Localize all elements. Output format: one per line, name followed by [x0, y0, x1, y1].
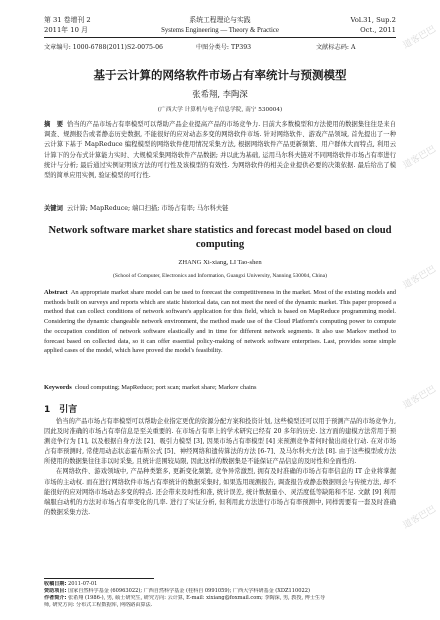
watermark: 道客巴巴: [401, 504, 438, 532]
article-number: 文章编号: 1000-6788(2011)S2-0075-06: [44, 44, 163, 51]
authors-cn: 张希翔, 李陶深: [192, 89, 248, 99]
watermark: 道客巴巴: [401, 24, 438, 52]
header-volume-en: Vol.31, Sup.2: [350, 16, 396, 24]
header-date-cn: 2011年 10 月: [44, 26, 88, 34]
intro-paragraph-1: 恰当的产品市场占有率模型可以帮助企业指定更优的资源分配方案和投资计划, 这些模型还可以用于预测产品的市场竞争力, 因此及时准确的市场占有率信息是至关重要的. 在市场占有率上的学术研究已经有 20 多年的历史. 这方面的建模方法常用于预测竞争行为 [1], 以及根据自身方法 [2]、吸引力模型 [3], 因果市场占有率模型 [4] 来预测竞争者何时做出商业行动. 在对市场占有率预测时, 常使用动态状态霍布斯公式 [5]、神经网络和遗传算法的方法 [6-7]、及马尔科夫方法 [8]. 由于这些模型或方法所使用的数据集往往非以时采集, 且统计范围较局限, 因此这样的数据集是不能保证产品信息的及时性和全面性的.: [44, 418, 396, 466]
abstract-en: [44, 288, 396, 356]
section-heading-introduction: 1 引言: [44, 405, 78, 415]
intro-paragraph-2: 在网络软件、游戏领域中, 产品种类繁多, 更新变化频繁, 竞争异常激烈, 拥有及时准确的市场占有率信息的 IT 企业将掌握市场的主动权. 而在进行网络软件市场占有率统计的数据采集时, 如果选用现测报告, 调查报告或静态数据则会与传统方法, 却不能很好的应对网络市场动态多变的特点. 还会带来及时性和准, 统计误差, 统计数据量小、灵活度低等缺陷和不足. 文献 [9] 利用端服白动机的方法对市场占有率变化的几率. 进行了实证分析, 但利用此方法进行市场占有率预测中, 同样需要有一套及时准确的数据采集方法.: [44, 468, 396, 516]
watermark: 道客巴巴: [401, 144, 438, 172]
header-date-en: Oct., 2011: [360, 26, 396, 34]
footnote-bio-text: 张希翔 (1986-), 男, 硕士研究生, 研究方向: 云计算, E-mail: xixiang@foxmail.com; 李陶深, 男, 教授, 博士生导: [68, 595, 326, 601]
footnote-rule: [44, 578, 154, 579]
introduction-body: [44, 417, 396, 518]
header-journal-en: Systems Engineering — Theory & Practice: [161, 27, 279, 34]
abstract-cn: [44, 120, 396, 181]
affiliation-en: (School of Computer, Electronics and Information, Guangxi University, Nanning 530004, China): [113, 273, 327, 279]
abstract-cn-label: 摘 要: [44, 121, 64, 128]
footnote-funding-label: 资助项目:: [44, 588, 67, 594]
paper-title-cn: 基于云计算的网络软件市场占有率统计与预测模型: [93, 68, 347, 82]
keywords-en-label: Keywords: [44, 384, 72, 391]
keywords-en: [44, 383, 396, 393]
watermark: 道客巴巴: [401, 264, 438, 292]
authors-en: ZHANG Xi-xiang, LI Tao-shen: [178, 259, 262, 266]
document-code: 文献标志码: A: [316, 44, 356, 51]
keywords-cn: [44, 204, 396, 214]
header-rule: [44, 37, 396, 38]
footnote-received-text: 2011-07-01: [68, 581, 98, 587]
abstract-en-label: Abstract: [44, 289, 68, 296]
header-volume-cn: 第 31 卷增刊 2: [44, 16, 91, 24]
footnote-funding-text: 国家自然科学基金 (60963022); 广西自然科学基金 (桂科自 0991059); 广西大学科研基金 (XDZ110022): [68, 588, 310, 594]
clc-number: 中图分类号: TP393: [196, 44, 252, 51]
keywords-en-text: cloud computing; MapReduce; port scan; market share; Markov chains: [74, 384, 257, 391]
footnote-received-label: 收稿日期:: [44, 581, 67, 587]
keywords-cn-text: 云计算; MapReduce; 端口扫描; 市场占有率; 马尔科夫链: [66, 205, 229, 212]
paper-title-en: Network software market share statistics and forecast model based on cloud computing: [48, 225, 392, 250]
affiliation-cn: (广西大学 计算机与电子信息学院, 南宁 530004): [157, 107, 283, 113]
footnote-author-bio-continued: 师, 研究方向: 分布式工程数据库, 网络路由算法.: [44, 602, 153, 608]
abstract-en-text: An appropriate market share model can be used to forecast the competitiveness in the market. Most of the existing models and methods built on surveys and reports which are static historical data, can not meet the need of the dynamic market. This paper proposed a method that can collect conditions of network software's application for this field, which is based on MapReduce programming model. Considering the dynamic changeable network environment, the method made use of the Cloud Platform's computing power to compute the occupation condition of network software elastically and in time for different network segments. It also use Markov method to forecast based on collected data, so it can offer essential policy-making of network software enterprises. Last, provides some simple applied cases of the model, which have proved the model's feasibility.: [44, 289, 396, 355]
footnote-bio-label: 作者简介:: [44, 595, 67, 601]
abstract-cn-text: 恰当的产品市场占有率模型可以帮助产品企业提高产品的市场竞争力. 目前大多数模型和方法使用的数据集往往是来自调查、规测报告或者静态历史数据, 不能很好的应对动态多变的网络软件市场. 针对网络软件、游戏产品领域, 首先提出了一种云计算下基于 MapReduce 编程模型的网络软件使用情况采集方法, 根据网络软件产品更新频繁、用户群体大而特点, 利用云计算下的分布式计算能力实时、大规模采集网络软件产品数据; 并以此为基础, 运用马尔科夫链对不同网络软件市场占有率进行统计与分析; 最后通过实例证明该方法的可行性及该模型的有效性. 为网络软件的相关企业提供必要的决策依据. 最后给出了模型的简单应用实例, 验证模型的可行性.: [44, 121, 397, 180]
keywords-cn-label: 关键词: [44, 205, 63, 212]
header-journal-cn: 系统工程理论与实践: [189, 16, 251, 24]
watermark: 道客巴巴: [401, 384, 438, 412]
